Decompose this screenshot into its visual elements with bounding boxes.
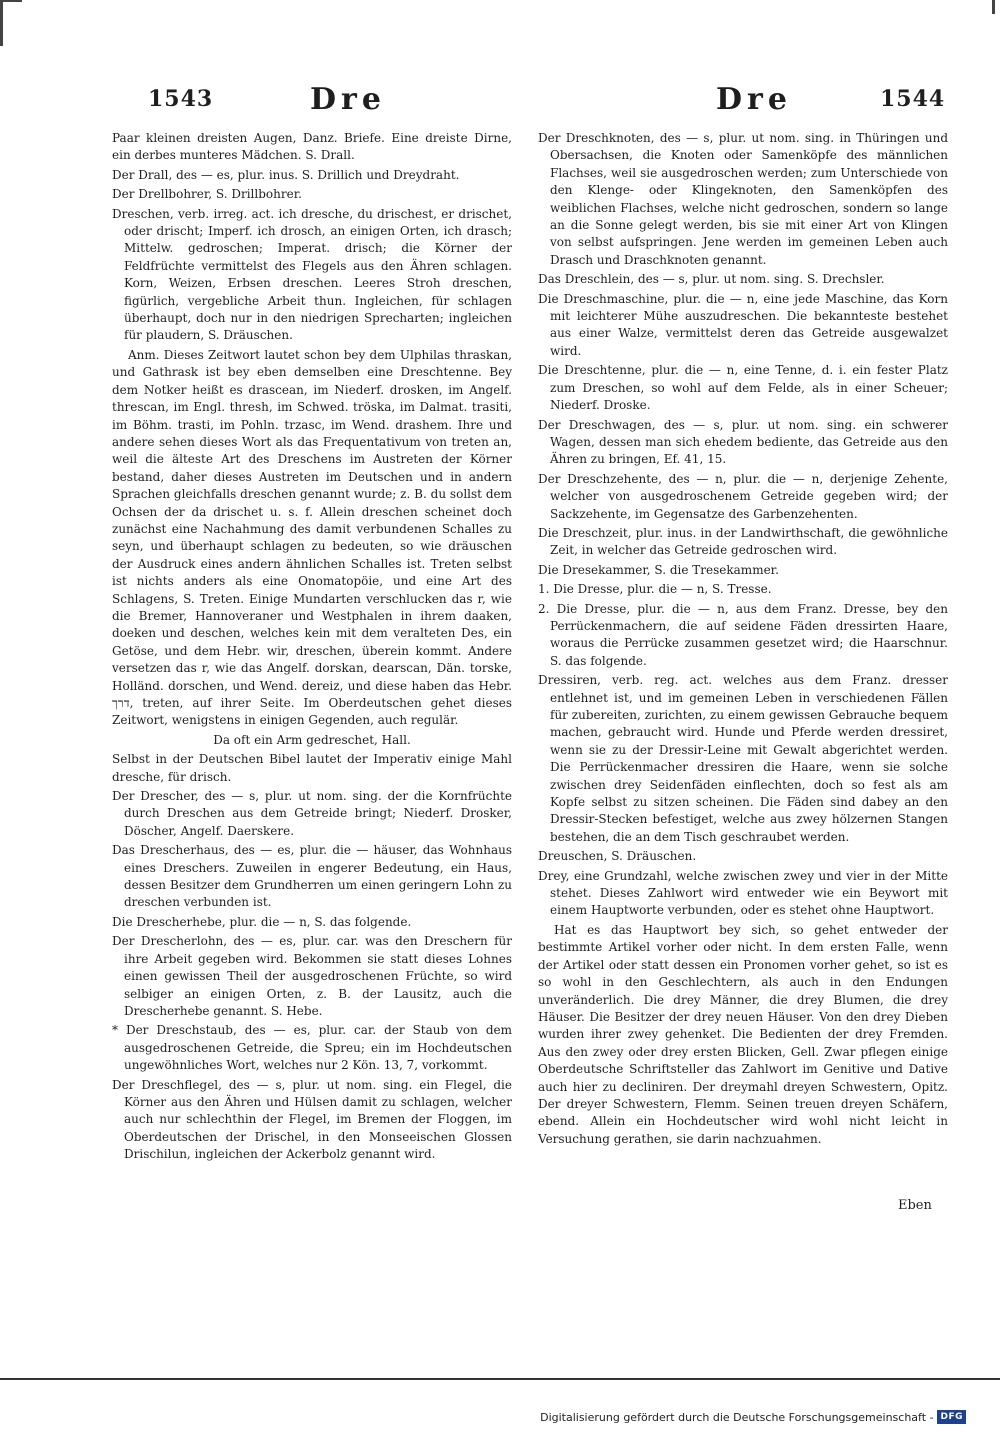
- left-page-number: 1543: [148, 86, 214, 112]
- scan-edge-mark: [0, 0, 3, 46]
- entry-drescherlohn: Der Drescherlohn, des — es, plur. car. was den Dreschern für ihre Arbeit gegeben wird. Bekommen sie statt dieses Lohnes einen gewissen Theil der ausgedroschenen Früchte, so wird selbiger an einigen Orten, z. B. der Lausitz, auch die Drescherhebe genannt. S. Hebe.: [112, 934, 512, 1018]
- entry-note: Hat es das Hauptwort bey sich, so gehet entweder der bestimmte Artikel vorher oder nicht. In dem ersten Falle, wenn der Artikel oder statt dessen ein Pronomen vorher gehet, so ist es so wohl in den Geschlechtern, als auch in den Endungen unveränderlich. Die drey Männer, die drey Blumen, die drey Häuser. Die Besitzer der drey neuen Häuser. Von den drey Dieben wurden ihrer zwey gehenket. Die Bedienten der drey Fremden. Aus den zwey oder drey ersten Blicken, Gell. Zwar pflegen einige Oberdeutsche Schriftsteller das Zahlwort im Genitive und Dative auch hier zu decliniren. Der dreymahl dreyen Schwestern, Opitz. Der dreyer Schwestern, Flemm. Seinen treuen dreyen Schäfern, ebend. Allein ein Hochdeutscher wird wohl nicht leicht in Versuchung gerathen, sie darin nachzuahmen.: [538, 922, 948, 1146]
- entry-dreschflegel: Der Dreschflegel, des — s, plur. ut nom. sing. ein Flegel, die Körner aus den Ähren und Hülsen damit zu schlagen, welcher auch nur schlechthin der Flegel, im Bremen der Floggen, im Oberdeutschen der Drischel, in den Monseeischen Glossen Drischilun, ingleichen der Ackerbolz genannt wird.: [112, 1077, 512, 1162]
- entry-dreschstaub: * Der Dreschstaub, des — es, plur. car. der Staub von dem ausgedroschenen Getreide, die Spreu; ein im Hochdeutschen ungewöhnliches Wort, welches nur 2 Kön. 13, 7, vorkommt.: [112, 1023, 512, 1073]
- entry-text: Selbst in der Deutschen Bibel lautet der Imperativ einige Mahl dresche, für drisch.: [112, 752, 512, 784]
- entry-continuation: Paar kleinen dreisten Augen, Danz. Briefe. Eine dreiste Dirne, ein derbes munteres Mädchen. S. Drall.: [112, 131, 512, 163]
- left-column: [112, 130, 512, 1166]
- entry-dresse-1: 1. Die Dresse, plur. die — n, S. Tresse.: [538, 582, 772, 597]
- entry-drescherhebe: Die Drescherhebe, plur. die — n, S. das folgende.: [112, 914, 412, 929]
- entry-drall: Der Drall, des — es, plur. inus. S. Drillich und Dreydraht.: [112, 167, 460, 182]
- right-page-number: 1544: [880, 86, 946, 112]
- entry-dreschlein: Das Dreschlein, des — s, plur. ut nom. sing. S. Drechsler.: [538, 272, 885, 287]
- entry-dreschtenne: Die Dreschtenne, plur. die — n, eine Tenne, d. i. ein fester Platz zum Dreschen, so wohl auf dem Felde, als in einer Scheuer; Niederf. Droske.: [538, 363, 948, 413]
- left-running-head: Dre: [310, 82, 386, 117]
- entry-dressiren: Dressiren, verb. reg. act. welches aus dem Franz. dresser entlehnet ist, und im gemeinen Leben in verschiedenen Fällen für zubereiten, zurichten, zu einem gewissen Gebrauche bequem machen, gebraucht wird. Hunde und Pferde werden dressiret, wenn sie zu der Dressir-Leine mit Gewalt abgerichtet werden. Die Perrückenmacher dressiren die Haare, wenn sie solche zwischen drey Seidenfäden einflechten, doch so fest als am Kopfe selbst zu sitzen scheinen. Die Fäden sind dabey an den Dressir-Stecken befestiget, welche aus zwey hölzernen Stangen bestehen, die an dem Tisch geschraubet werden.: [538, 673, 948, 844]
- entry-dreschmaschine: Die Dreschmaschine, plur. die — n, eine jede Maschine, das Korn mit leichterer Mühe auszudreschen. Die bekannteste bestehet aus einer Walze, vermittelst deren das Getreide ausgewalzet wird.: [538, 291, 948, 358]
- entry-drellbohrer: Der Drellbohrer, S. Drillbohrer.: [112, 187, 302, 202]
- entry-dreschknoten: Der Dreschknoten, des — s, plur. ut nom. sing. in Thüringen und Obersachsen, die Knoten oder Samenköpfe des männlichen Flachses, weil sie ausgedroschen werden; zum Unterschiede von den Klenge- oder Klingeknoten, den Samenköpfen des weiblichen Flachses, welche nicht gedroschen, sondern so lange an die Sonne gelegt werden, bis sie mit einer Art von Klingen von selbst aufspringen. Jene werden im gemeinen Leben auch Drasch und Draschknoten genannt.: [538, 131, 948, 267]
- scan-edge-mark: [0, 0, 22, 2]
- right-column: [538, 130, 948, 1150]
- entry-note: Anm. Dieses Zeitwort lautet schon bey dem Ulphilas thraskan, und Gathrask ist bey eben demselben eine Dreschtenne. Bey dem Notker heißt es drascean, im Niederf. drosken, im Angelf. threscan, im Engl. thresh, im Schwed. tröska, im Dalmat. trasiti, im Böhm. trasti, im Pohln. trzasc, im Wend. drashem. Ihre und andere sehen dieses Wort als das Frequentativum von treten an, weil die älteste Art des Dreschens im Austreten der Körner bestand, daher dieses Austreten im Deutschen und in andern Sprachen gleichfalls dreschen genannt wurde; z. B. du sollst dem Ochsen der da drischet u. s. f. Allein dreschen scheinet doch zunächst eine Nachahmung des damit verbundenen Schalles zu seyn, und überhaupt schlagen zu bedeuten, so wie dräuschen der Ausdruck eines andern ähnlichen Schalles ist. Treten selbst ist nichts anders als eine Onomatopöie, und eine Art des Schlagens, S. Treten. Einige Mundarten verschlucken das r, wie die Bremer, Hannoveraner und Westphalen in ihrem daaken, doeken und deschen, welches kein mit dem veralteten Des, ein Getöse, und dem Hebr. wir, dreschen, überein kommt. Andere versetzen das r, wie das Angelf. dorskan, dearscan, Dän. torske, Holländ. dorschen, und Wend. dereiz, und diese haben das Hebr. דרך, treten, auf ihrer Seite. Im Oberdeutschen gehet dieses Zeitwort, wenigstens in einigen Gegenden, auch regulär.: [112, 347, 512, 728]
- entry-dreschwagen: Der Dreschwagen, des — s, plur. ut nom. sing. ein schwerer Wagen, dessen man sich ehedem bediente, das Getreide aus den Ähren zu bringen, Ef. 41, 15.: [538, 417, 948, 467]
- right-running-head: Dre: [716, 82, 792, 117]
- scan-edge-mark: [992, 0, 995, 14]
- footer: [540, 1408, 966, 1426]
- entry-dreschzeit: Die Dreschzeit, plur. inus. in der Landwirthschaft, die gewöhnliche Zeit, in welcher das Getreide gedroschen wird.: [538, 525, 948, 558]
- entry-dresse-2: 2. Die Dresse, plur. die — n, aus dem Franz. Dresse, bey den Perrückenmachern, die auf seidene Fäden dressirten Haare, woraus die Perrücke zusammen gesetzet wird; die Haarschnur. S. das folgende.: [538, 601, 948, 668]
- entry-drescher: Der Drescher, des — s, plur. ut nom. sing. der die Kornfrüchte durch Dreschen aus dem Getreide bringt; Niederf. Drosker, Döscher, Angelf. Daerskere.: [112, 789, 512, 838]
- entry-drey: Drey, eine Grundzahl, welche zwischen zwey und vier in der Mitte stehet. Dieses Zahlwort wird entweder wie ein Beywort mit einem Hauptworte verbunden, oder es stehet ohne Hauptwort.: [538, 868, 948, 918]
- entry-dreschen: Dreschen, verb. irreg. act. ich dresche, du drischest, er drischet, oder drischt; Imperf. ich drosch, an einigen Orten, ich drasch; Mittelw. gedroschen; Imperat. drisch; die Körner der Feldfrüchte vermittelst des Flegels aus den Ähren schlagen. Korn, Weizen, Erbsen dreschen. Leeres Stroh dreschen, figürlich, vergebliche Arbeit thun. Ingleichen, für schlagen überhaupt, doch nur in den niedrigen Sprecharten; ingleichen für plaudern, S. Dräuschen.: [112, 206, 512, 343]
- catchword: Eben: [898, 1198, 932, 1213]
- entry-dreuschen: Dreuschen, S. Dräuschen.: [538, 849, 697, 864]
- footer-text: Digitalisierung gefördert durch die Deutsche Forschungsgemeinschaft -: [540, 1410, 934, 1424]
- entry-drescherhaus: Das Drescherhaus, des — es, plur. die — häuser, das Wohnhaus eines Dreschers. Zuweilen in engerer Bedeutung, ein Haus, dessen Besitzer dem Grundherren um einen geringern Lohn zu dreschen verbunden ist.: [112, 843, 512, 910]
- entry-dreschzehente: Der Dreschzehente, des — n, plur. die — n, derjenige Zehente, welcher von ausgedroschenem Getreide gegeben wird; der Sackzehente, im Gegensatze des Garbenzehenten.: [538, 471, 948, 521]
- entry-dresekammer: Die Dresekammer, S. die Tresekammer.: [538, 562, 779, 577]
- scan-bottom-edge: [0, 1378, 1000, 1380]
- quotation: Da oft ein Arm gedreschet, Hall.: [213, 732, 411, 747]
- dfg-logo[interactable]: DFG: [937, 1410, 966, 1424]
